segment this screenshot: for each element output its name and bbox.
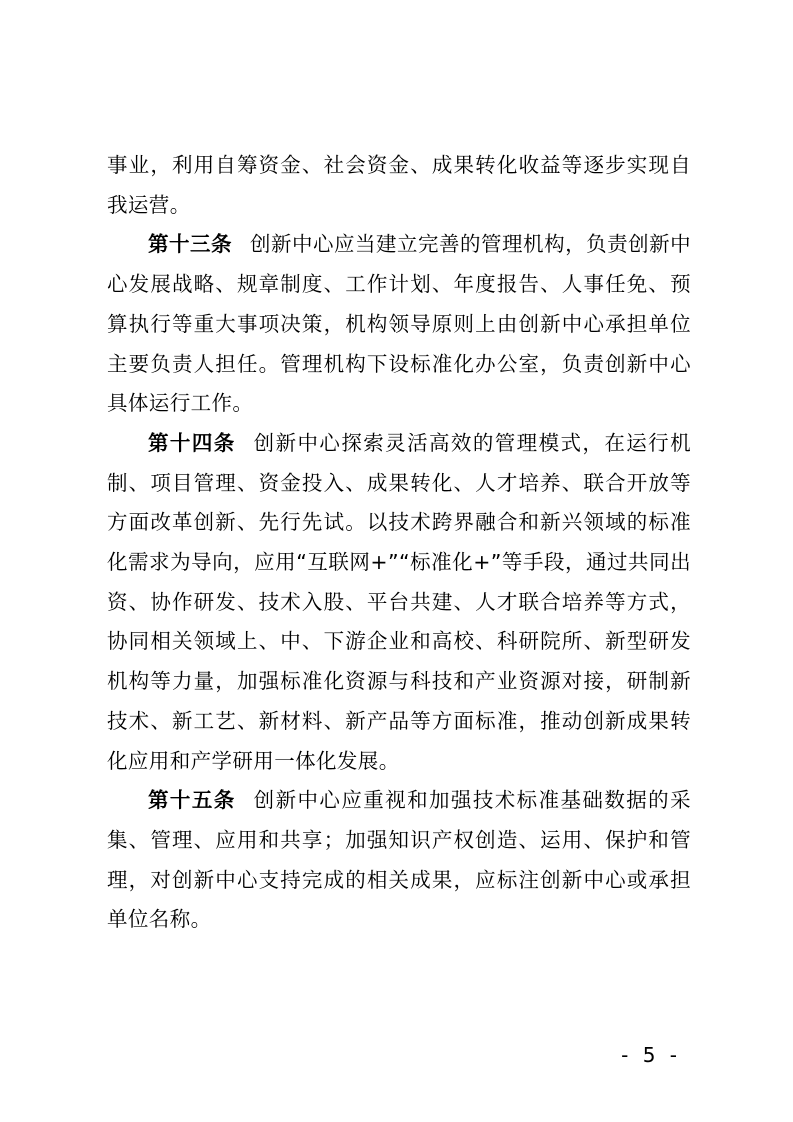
article-number: 第十三条: [148, 232, 233, 257]
paragraph-continuation: [107, 146, 691, 225]
document-body: [107, 146, 691, 940]
article-number: 第十五条: [148, 788, 236, 813]
page-number: - 5 -: [621, 1043, 681, 1067]
paragraph-text: 创新中心应当建立完善的管理机构，负责创新中心发展战略、规章制度、工作计划、年度报告、人事任免、预算执行等重大事项决策，机构领导原则上由创新中心承担单位主要负责人担任。管理机构下设标准化办公室，负责创新中心具体运行工作。: [107, 232, 691, 416]
article-14-paragraph: [107, 424, 691, 781]
paragraph-text: 创新中心探索灵活高效的管理模式，在运行机制、项目管理、资金投入、成果转化、人才培养、联合开放等方面改革创新、先行先试。以技术跨界融合和新兴领域的标准化需求为导向，应用“互联网+”“标准化+”等手段，通过共同出资、协作研发、技术入股、平台共建、人才联合培养等方式，协同相关领域上、中、下游企业和高校、科研院所、新型研发机构等力量，加强标准化资源与科技和产业资源对接，研制新技术、新工艺、新材料、新产品等方面标准，推动创新成果转化应用和产学研用一体化发展。: [107, 430, 691, 773]
article-15-paragraph: [107, 781, 691, 940]
paragraph-text: 创新中心应重视和加强技术标准基础数据的采集、管理、应用和共享；加强知识产权创造、运用、保护和管理，对创新中心支持完成的相关成果，应标注创新中心或承担单位名称。: [107, 788, 691, 932]
paragraph-text: 事业，利用自筹资金、社会资金、成果转化收益等逐步实现自我运营。: [107, 153, 691, 217]
article-number: 第十四条: [148, 430, 236, 455]
article-13-paragraph: [107, 225, 691, 424]
